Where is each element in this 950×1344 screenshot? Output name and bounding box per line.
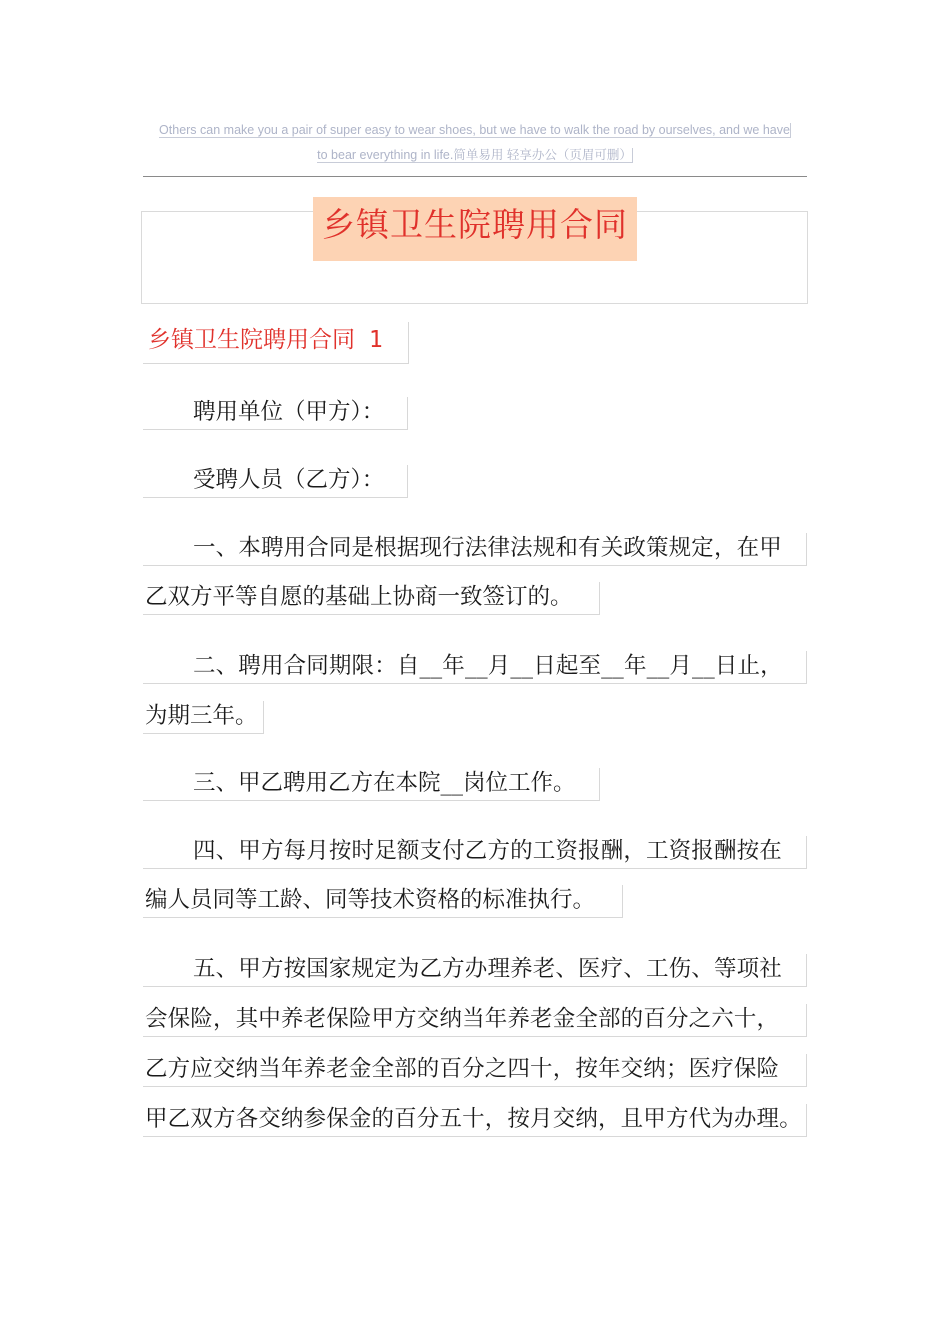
clause-2-line-2: 为期三年。 (143, 701, 264, 734)
party-b-line: 受聘人员（乙方）： (143, 465, 408, 498)
clause-5-line-4: 甲乙双方各交纳参保金的百分五十，按月交纳，且甲方代为办理。 (143, 1104, 807, 1137)
clause-5-line-2: 会保险，其中养老保险甲方交纳当年养老金全部的百分之六十， (143, 1004, 807, 1037)
page-header (143, 118, 807, 168)
clause-2-line-1: 二、聘用合同期限：自__年__月__日起至__年__月__日止， (143, 651, 807, 684)
document-title: 乡镇卫生院聘用合同 (313, 197, 637, 261)
section-heading: 乡镇卫生院聘用合同 1 (143, 322, 409, 364)
clause-1-line-2: 乙双方平等自愿的基础上协商一致签订的。 (143, 582, 600, 615)
clause-4-line-2: 编人员同等工龄、同等技术资格的标准执行。 (143, 885, 623, 918)
clause-5-line-1: 五、甲方按国家规定为乙方办理养老、医疗、工伤、等项社 (143, 954, 807, 987)
party-a-line: 聘用单位（甲方）： (143, 397, 408, 430)
clause-5-line-3: 乙方应交纳当年养老金全部的百分之四十，按年交纳；医疗保险 (143, 1054, 807, 1087)
header-line-2: to bear everything in life.简单易用 轻享办公（页眉可删） (317, 148, 632, 162)
clause-3-line: 三、甲乙聘用乙方在本院__岗位工作。 (143, 768, 600, 801)
header-divider (143, 176, 807, 177)
header-line-1: Others can make you a pair of super easy to wear shoes, but we have to walk the road by ourselves, and we have (159, 123, 790, 137)
clause-1-line-1: 一、本聘用合同是根据现行法律法规和有关政策规定，在甲 (143, 533, 807, 566)
clause-4-line-1: 四、甲方每月按时足额支付乙方的工资报酬，工资报酬按在 (143, 836, 807, 869)
